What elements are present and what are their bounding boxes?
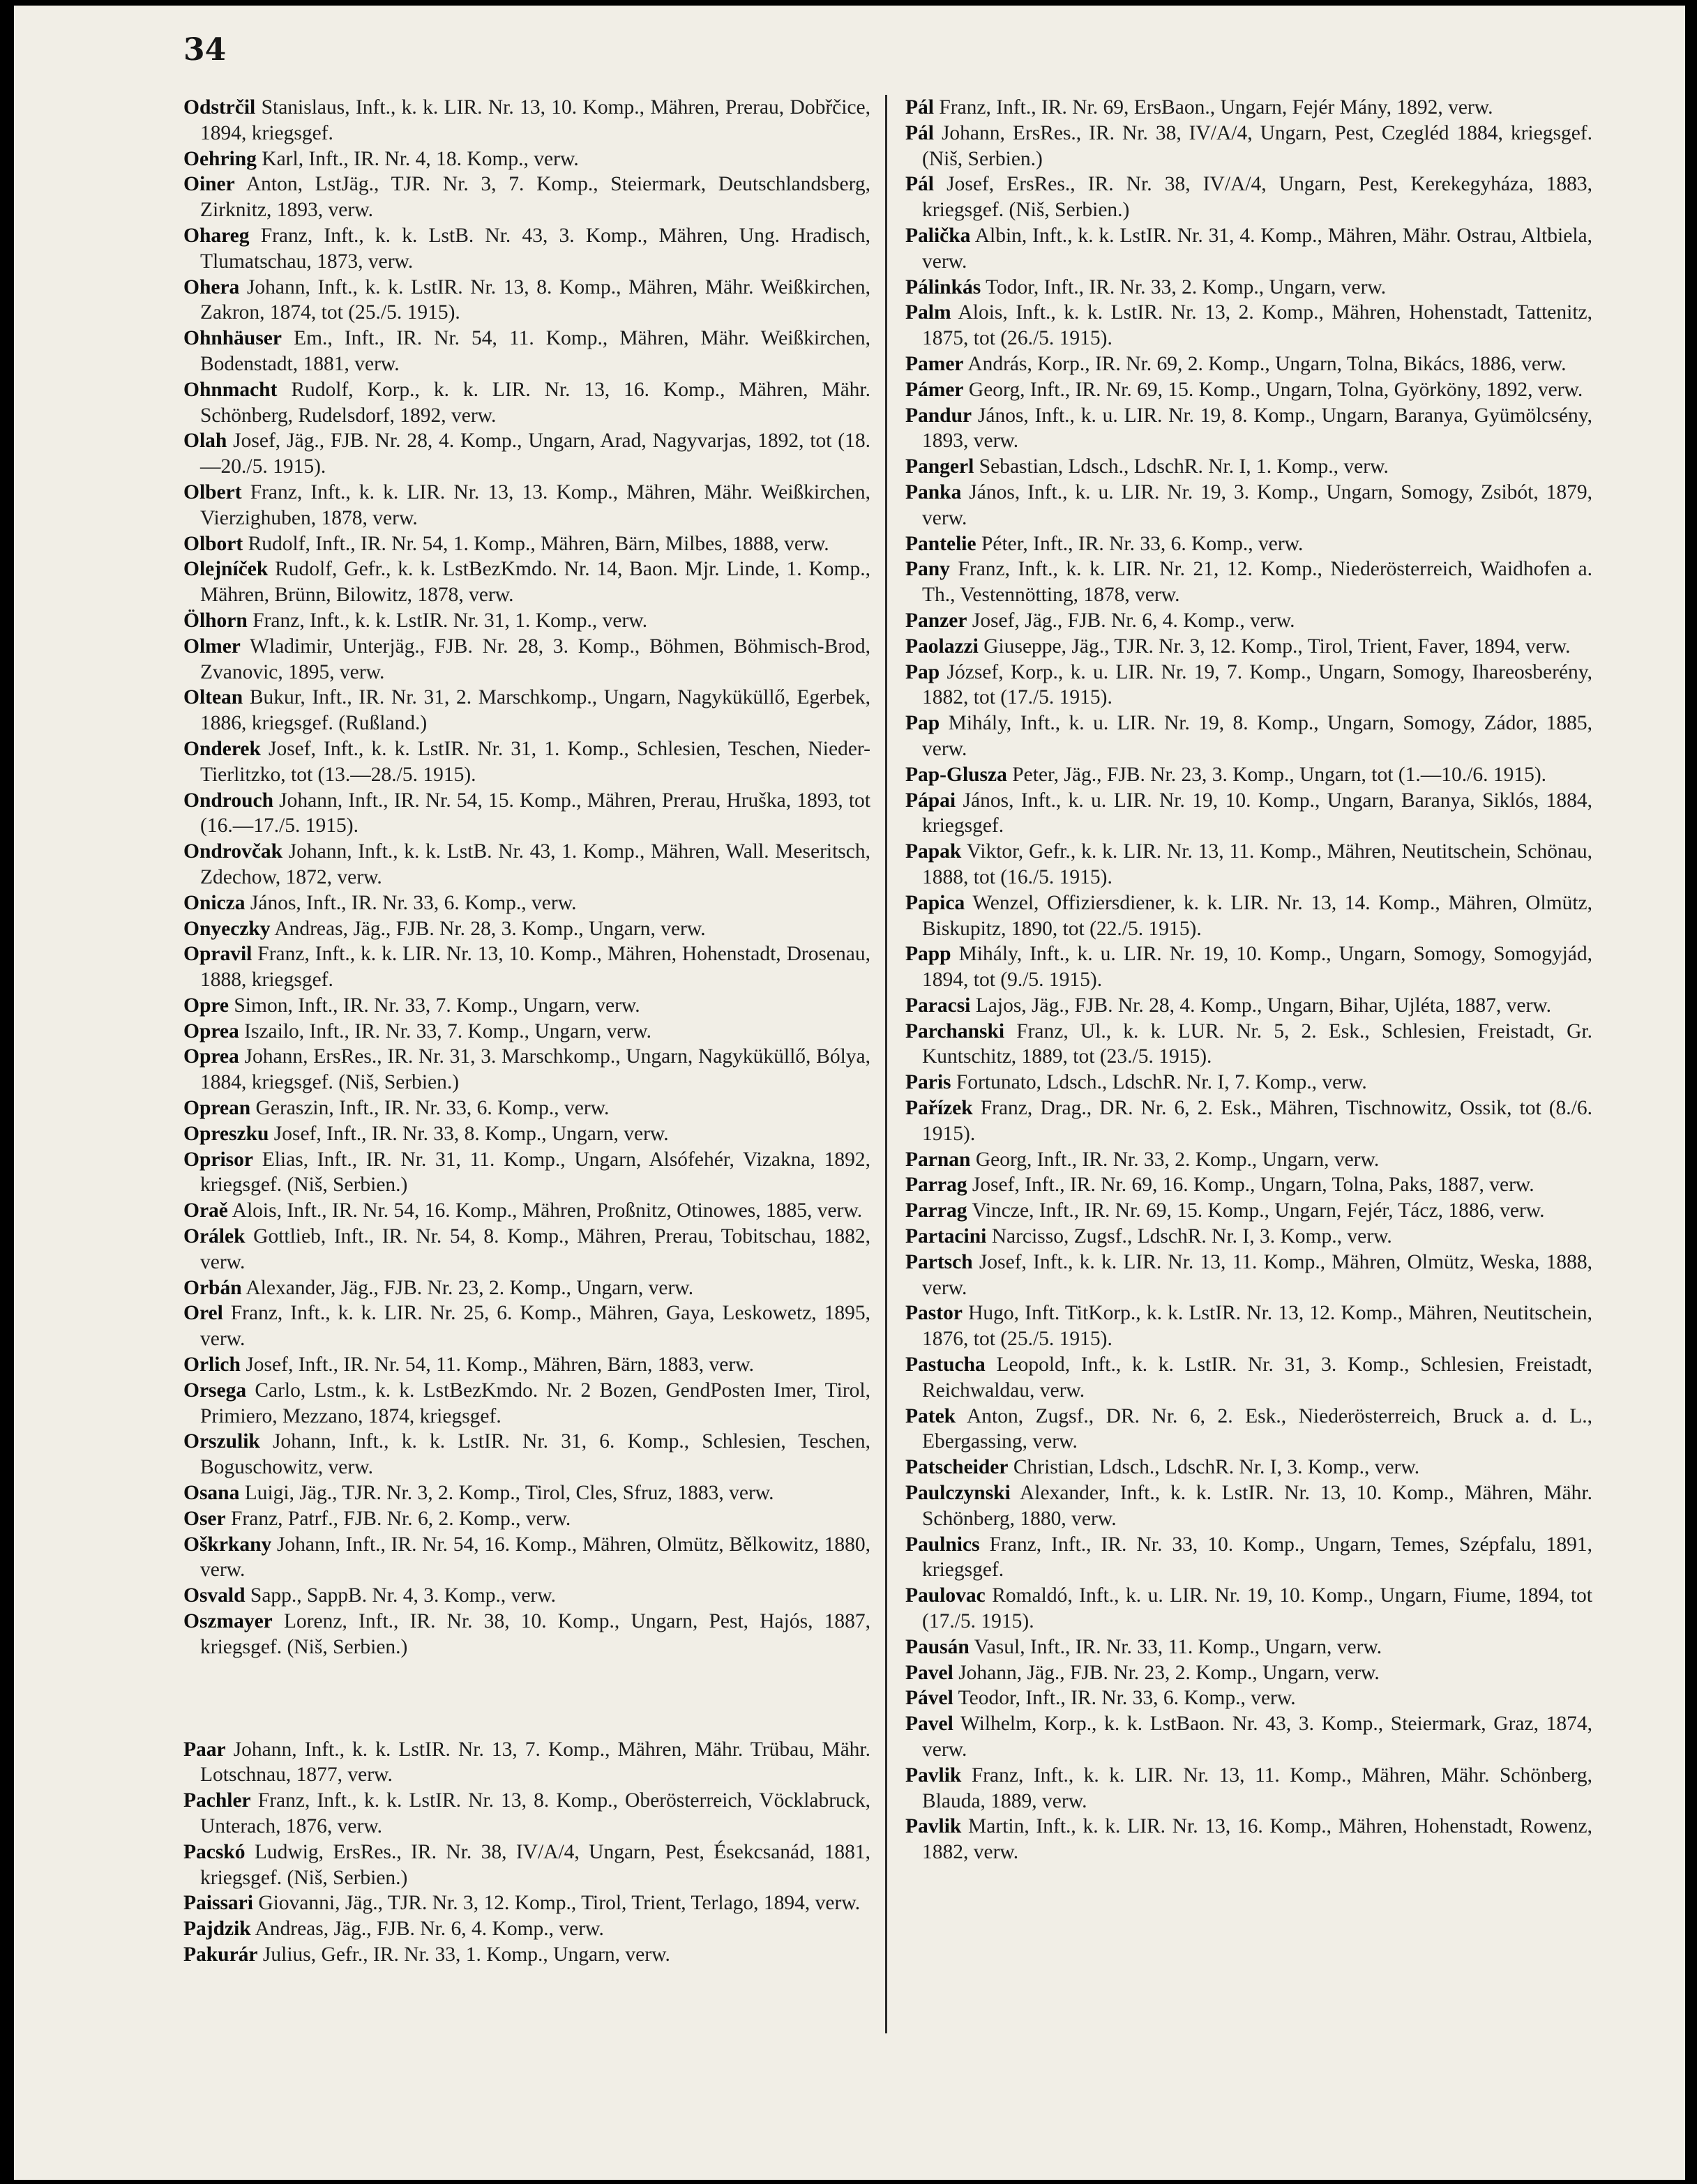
entry-surname: Panzer bbox=[905, 609, 967, 632]
list-item bbox=[905, 839, 1592, 890]
entry-details: Alexander, Jäg., FJB. Nr. 23, 2. Komp., Ungarn, verw. bbox=[246, 1276, 694, 1299]
entry-details: Franz, Inft., k. k. LIR. Nr. 13, 10. Komp., Mähren, Hohenstadt, Drosenau, 1888, kriegsgef. bbox=[200, 943, 870, 992]
list-item bbox=[183, 223, 870, 275]
entry-surname: Oser bbox=[183, 1507, 226, 1530]
entry-details: Josef, ErsRes., IR. Nr. 38, IV/A/4, Ungarn, Pest, Kerekegyháza, 1883, kriegsgef. (Niš, Serbien.) bbox=[922, 173, 1592, 222]
section-gap bbox=[183, 1660, 870, 1737]
list-item bbox=[183, 993, 870, 1019]
list-item bbox=[183, 1019, 870, 1045]
entry-surname: Ondrouch bbox=[183, 789, 273, 812]
list-item bbox=[905, 1198, 1592, 1224]
list-item bbox=[905, 1583, 1592, 1635]
entry-surname: Patek bbox=[905, 1404, 956, 1427]
entry-details: Bukur, Inft., IR. Nr. 31, 2. Marschkomp., Ungarn, Nagyküküllő, Egerbek, 1886, kriegsgef. (Rußland.) bbox=[200, 686, 870, 735]
list-item bbox=[905, 1480, 1592, 1532]
entry-details: Wilhelm, Korp., k. k. LstBaon. Nr. 43, 3. Komp., Steiermark, Graz, 1874, verw. bbox=[922, 1713, 1593, 1761]
list-item bbox=[183, 480, 870, 531]
entry-details: János, Inft., IR. Nr. 33, 6. Komp., verw. bbox=[250, 891, 577, 914]
entry-details: Franz, Inft., k. k. LIR. Nr. 13, 11. Komp., Mähren, Mähr. Schönberg, Blauda, 1889, verw. bbox=[922, 1764, 1593, 1812]
entry-details: Josef, Inft., k. k. LstIR. Nr. 31, 1. Komp., Schlesien, Teschen, Nieder-Tierlitzko, tot (13.—28./5. 1915). bbox=[200, 737, 870, 786]
entry-surname: Papak bbox=[905, 840, 962, 863]
entry-details: János, Inft., k. u. LIR. Nr. 19, 3. Komp., Ungarn, Somogy, Zsibót, 1879, verw. bbox=[922, 480, 1593, 529]
entry-details: Josef, Jäg., FJB. Nr. 28, 4. Komp., Ungarn, Arad, Nagyvarjas, 1892, tot (18.—20./5. 1915). bbox=[200, 430, 871, 478]
entry-details: Ludwig, ErsRes., IR. Nr. 38, IV/A/4, Ungarn, Pest, Ésekcsanád, 1881, kriegsgef. (Niš, Serbien.) bbox=[200, 1840, 871, 1889]
entry-surname: Paolazzi bbox=[905, 635, 979, 658]
entry-details: Lorenz, Inft., IR. Nr. 38, 10. Komp., Ungarn, Pest, Hajós, 1887, kriegsgef. (Niš, Serbien.) bbox=[200, 1610, 870, 1658]
list-item bbox=[183, 1224, 870, 1275]
entry-surname: Panka bbox=[905, 480, 962, 503]
list-item bbox=[183, 890, 870, 916]
entry-details: Anton, LstJäg., TJR. Nr. 3, 7. Komp., Steiermark, Deutschlandsberg, Zirknitz, 1893, verw. bbox=[200, 173, 870, 222]
entry-surname: Pálinkás bbox=[905, 275, 981, 298]
entry-details: Josef, Inft., k. k. LIR. Nr. 13, 11. Komp., Mähren, Olmütz, Weska, 1888, verw. bbox=[922, 1250, 1592, 1299]
list-item bbox=[183, 1916, 870, 1942]
entry-details: Luigi, Jäg., TJR. Nr. 3, 2. Komp., Tirol, Cles, Sfruz, 1883, verw. bbox=[244, 1482, 774, 1505]
entry-surname: Osana bbox=[183, 1482, 240, 1505]
entry-surname: Olmer bbox=[183, 635, 241, 658]
list-item bbox=[905, 1814, 1592, 1865]
entry-surname: Olah bbox=[183, 430, 227, 453]
list-item bbox=[905, 1352, 1592, 1404]
entry-details: Andreas, Jäg., FJB. Nr. 6, 4. Komp., verw. bbox=[255, 1918, 604, 1941]
entry-surname: Paulczynski bbox=[905, 1482, 1011, 1505]
entry-surname: Oprea bbox=[183, 1045, 239, 1068]
entry-surname: Ohnmacht bbox=[183, 378, 278, 401]
list-item bbox=[183, 634, 870, 685]
entry-details: Leopold, Inft., k. k. LstIR. Nr. 31, 3. Komp., Schlesien, Freistadt, Reichwaldau, verw. bbox=[922, 1353, 1592, 1402]
entry-details: Josef, Jäg., FJB. Nr. 6, 4. Komp., verw. bbox=[972, 609, 1295, 632]
entry-surname: Ohera bbox=[183, 275, 240, 298]
entry-details: Elias, Inft., IR. Nr. 31, 11. Komp., Ungarn, Alsófehér, Vizakna, 1892, kriegsgef. (Niš, Serbien.) bbox=[200, 1148, 871, 1197]
entry-surname: Pavlik bbox=[905, 1815, 962, 1838]
entry-details: András, Korp., IR. Nr. 69, 2. Komp., Ungarn, Tolna, Bikács, 1886, verw. bbox=[967, 352, 1567, 375]
list-item bbox=[905, 403, 1592, 455]
entry-details: Franz, Ul., k. k. LUR. Nr. 5, 2. Esk., Schlesien, Freistadt, Gr. Kuntschitz, 1889, tot (23./5. 1915). bbox=[922, 1019, 1592, 1068]
entry-surname: Palm bbox=[905, 301, 951, 324]
entry-surname: Oltean bbox=[183, 686, 243, 709]
entry-surname: Paulnics bbox=[905, 1533, 980, 1556]
list-item bbox=[905, 95, 1592, 121]
entry-surname: Pável bbox=[905, 1687, 953, 1710]
entry-details: Franz, Inft., IR. Nr. 69, ErsBaon., Ungarn, Fejér Mány, 1892, verw. bbox=[939, 96, 1493, 119]
entry-details: Franz, Inft., k. k. LstIR. Nr. 13, 8. Komp., Oberösterreich, Vöcklabruck, Unterach, 1876, verw. bbox=[200, 1789, 870, 1837]
entry-details: Johann, Inft., k. k. LstIR. Nr. 13, 8. Komp., Mähren, Mähr. Weißkirchen, Zakron, 1874, tot (25./5. 1915). bbox=[200, 275, 870, 324]
entry-details: Alois, Inft., k. k. LstIR. Nr. 13, 2. Komp., Mähren, Hohenstadt, Tattenitz, 1875, tot (26./5. 1915). bbox=[922, 301, 1592, 350]
entry-details: Johann, Inft., k. k. LstB. Nr. 43, 1. Komp., Mähren, Wall. Meseritsch, Zdechow, 1872, verw. bbox=[200, 840, 871, 888]
entry-surname: Oraě bbox=[183, 1199, 228, 1222]
entry-details: Johann, Jäg., FJB. Nr. 23, 2. Komp., Ungarn, verw. bbox=[958, 1661, 1380, 1684]
entry-surname: Pap bbox=[905, 712, 940, 735]
entry-details: Georg, Inft., IR. Nr. 33, 2. Komp., Ungarn, verw. bbox=[975, 1148, 1380, 1171]
entry-details: Geraszin, Inft., IR. Nr. 33, 6. Komp., verw. bbox=[255, 1097, 610, 1120]
entry-surname: Orlich bbox=[183, 1353, 241, 1377]
entry-details: Johann, Inft., IR. Nr. 54, 16. Komp., Mähren, Olmütz, Bělkowitz, 1880, verw. bbox=[200, 1533, 871, 1582]
list-item bbox=[183, 788, 870, 840]
list-item bbox=[183, 1198, 870, 1224]
entry-surname: Opreszku bbox=[183, 1122, 269, 1145]
entry-surname: Orsega bbox=[183, 1379, 247, 1402]
entry-details: Albin, Inft., k. k. LstIR. Nr. 31, 4. Komp., Mähren, Mähr. Ostrau, Altbiela, verw. bbox=[922, 224, 1592, 273]
list-item bbox=[905, 223, 1592, 275]
list-item bbox=[183, 531, 870, 557]
entry-surname: Orel bbox=[183, 1302, 223, 1325]
entry-details: Anton, Zugsf., DR. Nr. 6, 2. Esk., Niederösterreich, Bruck a. d. L., Ebergassing, verw. bbox=[922, 1404, 1592, 1453]
entry-details: Mihály, Inft., k. u. LIR. Nr. 19, 10. Komp., Ungarn, Somogy, Somogyjád, 1894, tot (9./5. 1915). bbox=[922, 943, 1593, 992]
entry-surname: Parrag bbox=[905, 1174, 967, 1197]
entry-surname: Oprean bbox=[183, 1097, 251, 1120]
column-divider bbox=[885, 95, 887, 2033]
entry-surname: Onyeczky bbox=[183, 917, 271, 940]
entry-details: Josef, Inft., IR. Nr. 33, 8. Komp., Ungarn, verw. bbox=[273, 1122, 669, 1145]
entry-details: Péter, Inft., IR. Nr. 33, 6. Komp., verw. bbox=[981, 532, 1304, 555]
entry-surname: Osvald bbox=[183, 1584, 246, 1607]
entry-surname: Partacini bbox=[905, 1225, 987, 1248]
list-item bbox=[905, 121, 1592, 172]
list-item bbox=[183, 1583, 870, 1609]
entry-surname: Oprisor bbox=[183, 1148, 253, 1171]
entry-surname: Paar bbox=[183, 1738, 226, 1761]
entry-details: János, Inft., k. u. LIR. Nr. 19, 8. Komp., Ungarn, Baranya, Gyümölcsény, 1893, verw. bbox=[922, 404, 1592, 453]
entry-details: Sebastian, Ldsch., LdschR. Nr. I, 1. Komp., verw. bbox=[979, 455, 1389, 478]
list-item bbox=[905, 711, 1592, 762]
entry-surname: Oprea bbox=[183, 1019, 239, 1042]
entry-surname: Orszulik bbox=[183, 1430, 260, 1453]
list-item bbox=[183, 1506, 870, 1532]
list-item bbox=[183, 95, 870, 146]
entry-details: Franz, Inft., k. k. LstB. Nr. 43, 3. Komp., Mähren, Ung. Hradisch, Tlumatschau, 1873, verw. bbox=[200, 224, 870, 273]
entry-surname: Onicza bbox=[183, 891, 246, 914]
entry-details: Christian, Ldsch., LdschR. Nr. I, 3. Komp., verw. bbox=[1013, 1456, 1420, 1479]
list-item bbox=[183, 377, 870, 429]
entry-surname: Pajdzik bbox=[183, 1918, 251, 1941]
entry-details: Franz, Inft., IR. Nr. 33, 10. Komp., Ungarn, Temes, Szépfalu, 1891, kriegsgef. bbox=[922, 1533, 1592, 1582]
list-item bbox=[183, 1609, 870, 1660]
list-item bbox=[905, 788, 1592, 840]
entry-details: Josef, Inft., IR. Nr. 54, 11. Komp., Mähren, Bärn, 1883, verw. bbox=[246, 1353, 754, 1377]
entry-details: Gottlieb, Inft., IR. Nr. 54, 8. Komp., Mähren, Prerau, Tobitschau, 1882, verw. bbox=[200, 1225, 871, 1273]
left-column bbox=[183, 95, 870, 1968]
entry-surname: Pařízek bbox=[905, 1097, 973, 1120]
page-number: 34 bbox=[183, 32, 227, 68]
entry-surname: Partsch bbox=[905, 1250, 973, 1273]
list-item bbox=[905, 480, 1592, 531]
entry-details: Andreas, Jäg., FJB. Nr. 28, 3. Komp., Ungarn, verw. bbox=[274, 917, 706, 940]
entry-details: Karl, Inft., IR. Nr. 4, 18. Komp., verw. bbox=[262, 147, 579, 170]
entry-surname: Palička bbox=[905, 224, 971, 247]
entry-details: Fortunato, Ldsch., LdschR. Nr. I, 7. Komp., verw. bbox=[956, 1071, 1367, 1094]
document-page bbox=[14, 6, 1685, 2180]
entry-surname: Orálek bbox=[183, 1225, 246, 1248]
entry-surname: Pámer bbox=[905, 378, 964, 401]
entry-details: Giovanni, Jäg., TJR. Nr. 3, 12. Komp., Tirol, Trient, Terlago, 1894, verw. bbox=[258, 1892, 861, 1915]
entry-surname: Parrag bbox=[905, 1199, 967, 1222]
list-item bbox=[183, 736, 870, 788]
entry-surname: Pavel bbox=[905, 1713, 953, 1736]
list-item bbox=[905, 172, 1592, 223]
list-item bbox=[183, 1378, 870, 1430]
list-item bbox=[183, 1121, 870, 1147]
entry-details: János, Inft., k. u. LIR. Nr. 19, 10. Komp., Ungarn, Baranya, Siklós, 1884, kriegsgef. bbox=[922, 789, 1593, 837]
entry-surname: Ohareg bbox=[183, 224, 250, 247]
entry-details: Johann, ErsRes., IR. Nr. 31, 3. Marschkomp., Ungarn, Nagyküküllő, Bólya, 1884, kriegsgef. (Niš, Serbien.) bbox=[200, 1045, 871, 1094]
list-item bbox=[905, 608, 1592, 634]
list-item bbox=[905, 1685, 1592, 1711]
entry-surname: Olejníček bbox=[183, 558, 269, 581]
list-item bbox=[905, 377, 1592, 403]
entry-surname: Ölhorn bbox=[183, 609, 248, 632]
entry-surname: Ohnhäuser bbox=[183, 327, 282, 350]
list-item bbox=[183, 916, 870, 942]
entry-details: Simon, Inft., IR. Nr. 33, 7. Komp., Ungarn, verw. bbox=[234, 994, 640, 1017]
entry-surname: Pap bbox=[905, 660, 940, 683]
list-item bbox=[183, 556, 870, 608]
entry-details: Franz, Inft., k. k. LIR. Nr. 13, 13. Komp., Mähren, Mähr. Weißkirchen, Vierzighuben, 1878, verw. bbox=[200, 480, 870, 529]
entry-surname: Pantelie bbox=[905, 532, 976, 555]
entry-details: Georg, Inft., IR. Nr. 69, 15. Komp., Ungarn, Tolna, Györköny, 1892, verw. bbox=[968, 378, 1583, 401]
entry-details: Wladimir, Unterjäg., FJB. Nr. 28, 3. Komp., Böhmen, Böhmisch-Brod, Zvanovic, 1895, verw. bbox=[200, 635, 870, 683]
entry-details: Rudolf, Korp., k. k. LIR. Nr. 13, 16. Komp., Mähren, Mähr. Schönberg, Rudelsdorf, 1892, verw. bbox=[200, 378, 871, 427]
list-item bbox=[183, 1044, 870, 1095]
entry-details: Johann, ErsRes., IR. Nr. 38, IV/A/4, Ungarn, Pest, Czegléd 1884, kriegsgef. (Niš, Serbien.) bbox=[922, 121, 1592, 170]
entry-details: Franz, Inft., k. k. LIR. Nr. 25, 6. Komp., Mähren, Gaya, Leskowetz, 1895, verw. bbox=[200, 1302, 871, 1351]
list-item bbox=[183, 1788, 870, 1840]
entry-details: Lajos, Jäg., FJB. Nr. 28, 4. Komp., Ungarn, Bihar, Ujléta, 1887, verw. bbox=[975, 994, 1552, 1017]
list-item bbox=[905, 1660, 1592, 1686]
entry-details: Sapp., SappB. Nr. 4, 3. Komp., verw. bbox=[250, 1584, 557, 1607]
list-item bbox=[905, 1147, 1592, 1173]
entry-surname: Pachler bbox=[183, 1789, 251, 1812]
entry-surname: Odstrčil bbox=[183, 96, 256, 119]
entry-details: Peter, Jäg., FJB. Nr. 23, 3. Komp., Ungarn, tot (1.—10./6. 1915). bbox=[1012, 763, 1547, 786]
entry-details: Romaldó, Inft., k. u. LIR. Nr. 19, 10. Komp., Ungarn, Fiume, 1894, tot (17./5. 1915). bbox=[922, 1584, 1593, 1633]
list-item bbox=[183, 275, 870, 326]
entry-details: Em., Inft., IR. Nr. 54, 11. Komp., Mähren, Mähr. Weißkirchen, Bodenstadt, 1881, verw. bbox=[200, 327, 870, 375]
list-item bbox=[905, 531, 1592, 557]
list-item bbox=[905, 275, 1592, 301]
entry-surname: Oškrkany bbox=[183, 1533, 272, 1556]
list-item bbox=[905, 1250, 1592, 1301]
right-column bbox=[905, 95, 1592, 1865]
list-item bbox=[905, 1711, 1592, 1763]
entry-details: Vasul, Inft., IR. Nr. 33, 11. Komp., Ungarn, verw. bbox=[974, 1635, 1382, 1658]
list-item bbox=[183, 1737, 870, 1789]
list-item bbox=[183, 172, 870, 223]
entry-surname: Pakurár bbox=[183, 1943, 258, 1966]
entry-details: Franz, Drag., DR. Nr. 6, 2. Esk., Mähren, Tischnowitz, Ossik, tot (8./6. 1915). bbox=[922, 1097, 1592, 1145]
entry-details: Vincze, Inft., IR. Nr. 69, 15. Komp., Ungarn, Fejér, Tácz, 1886, verw. bbox=[972, 1199, 1545, 1222]
entry-surname: Pál bbox=[905, 121, 934, 144]
list-item bbox=[905, 454, 1592, 480]
list-item bbox=[183, 1942, 870, 1968]
entry-surname: Pál bbox=[905, 96, 934, 119]
entry-surname: Oszmayer bbox=[183, 1610, 273, 1633]
entry-surname: Pamer bbox=[905, 352, 964, 375]
list-item bbox=[183, 1352, 870, 1378]
entry-details: Martin, Inft., k. k. LIR. Nr. 13, 16. Komp., Mähren, Hohenstadt, Rowenz, 1882, verw. bbox=[922, 1815, 1592, 1864]
entry-details: Johann, Inft., IR. Nr. 54, 15. Komp., Mähren, Prerau, Hruška, 1893, tot (16.—17./5. 1915). bbox=[200, 789, 871, 837]
entry-surname: Pap-Glusza bbox=[905, 763, 1007, 786]
entry-surname: Oiner bbox=[183, 173, 235, 196]
entry-surname: Paissari bbox=[183, 1892, 253, 1915]
list-item bbox=[905, 762, 1592, 788]
entry-surname: Olbort bbox=[183, 532, 243, 555]
entry-details: Iszailo, Inft., IR. Nr. 33, 7. Komp., Ungarn, verw. bbox=[244, 1019, 652, 1042]
entry-surname: Pangerl bbox=[905, 455, 974, 478]
entry-surname: Pausán bbox=[905, 1635, 970, 1658]
list-item bbox=[183, 146, 870, 172]
list-item bbox=[183, 1147, 870, 1199]
list-item bbox=[905, 1404, 1592, 1455]
entry-details: Todor, Inft., IR. Nr. 33, 2. Komp., Ungarn, verw. bbox=[986, 275, 1387, 298]
entry-surname: Orbán bbox=[183, 1276, 242, 1299]
entry-details: Giuseppe, Jäg., TJR. Nr. 3, 12. Komp., Tirol, Trient, Faver, 1894, verw. bbox=[983, 635, 1571, 658]
entry-surname: Papica bbox=[905, 891, 965, 914]
entry-details: Hugo, Inft. TitKorp., k. k. LstIR. Nr. 13, 12. Komp., Mähren, Neutitschein, 1876, tot (25./5. 1915). bbox=[922, 1302, 1592, 1351]
list-item bbox=[183, 1095, 870, 1121]
list-item bbox=[905, 351, 1592, 377]
entry-details: Franz, Patrf., FJB. Nr. 6, 2. Komp., verw. bbox=[231, 1507, 571, 1530]
entry-surname: Pastor bbox=[905, 1302, 963, 1325]
entry-surname: Opre bbox=[183, 994, 229, 1017]
list-item bbox=[183, 839, 870, 890]
list-item bbox=[905, 890, 1592, 942]
entry-details: Rudolf, Inft., IR. Nr. 54, 1. Komp., Mähren, Bärn, Milbes, 1888, verw. bbox=[248, 532, 829, 555]
entry-surname: Paracsi bbox=[905, 994, 971, 1017]
entry-details: Franz, Inft., k. k. LstIR. Nr. 31, 1. Komp., verw. bbox=[252, 609, 648, 632]
list-item bbox=[183, 1300, 870, 1352]
list-item bbox=[183, 1275, 870, 1301]
list-item bbox=[905, 1095, 1592, 1147]
entry-details: Rudolf, Gefr., k. k. LstBezKmdo. Nr. 14, Baon. Mjr. Linde, 1. Komp., Mähren, Brünn, Bilowitz, 1878, verw. bbox=[200, 558, 871, 607]
entry-surname: Pál bbox=[905, 173, 934, 196]
list-item bbox=[183, 608, 870, 634]
list-item bbox=[905, 941, 1592, 993]
list-item bbox=[905, 1172, 1592, 1198]
entry-surname: Opravil bbox=[183, 943, 252, 966]
entry-surname: Pandur bbox=[905, 404, 972, 427]
list-item bbox=[905, 300, 1592, 351]
entry-surname: Pany bbox=[905, 558, 950, 581]
list-item bbox=[905, 660, 1592, 711]
list-item bbox=[183, 428, 870, 480]
list-item bbox=[905, 1532, 1592, 1584]
list-item bbox=[905, 1763, 1592, 1814]
entry-details: Josef, Inft., IR. Nr. 69, 16. Komp., Ungarn, Tolna, Paks, 1887, verw. bbox=[972, 1174, 1534, 1197]
entry-surname: Patscheider bbox=[905, 1456, 1009, 1479]
list-item bbox=[183, 1532, 870, 1584]
list-item bbox=[183, 941, 870, 993]
list-item bbox=[905, 1070, 1592, 1095]
list-item bbox=[905, 556, 1592, 608]
entry-details: József, Korp., k. u. LIR. Nr. 19, 7. Komp., Ungarn, Somogy, Ihareosberény, 1882, tot (17./5. 1915). bbox=[922, 660, 1593, 709]
list-item bbox=[905, 1635, 1592, 1660]
list-item bbox=[183, 326, 870, 377]
entry-details: Franz, Inft., k. k. LIR. Nr. 21, 12. Komp., Niederösterreich, Waidhofen a. Th., Vestennötting, 1878, verw. bbox=[922, 558, 1592, 607]
list-item bbox=[905, 1455, 1592, 1480]
list-item bbox=[183, 1890, 870, 1916]
entry-details: Alexander, Inft., k. k. LstIR. Nr. 13, 10. Komp., Mähren, Mähr. Schönberg, 1880, verw. bbox=[922, 1482, 1592, 1530]
entry-surname: Parnan bbox=[905, 1148, 971, 1171]
entry-surname: Papp bbox=[905, 943, 951, 966]
entry-surname: Paulovac bbox=[905, 1584, 986, 1607]
entry-surname: Paris bbox=[905, 1071, 951, 1094]
list-item bbox=[905, 1019, 1592, 1070]
list-item bbox=[183, 685, 870, 736]
entry-details: Mihály, Inft., k. u. LIR. Nr. 19, 8. Komp., Ungarn, Somogy, Zádor, 1885, verw. bbox=[922, 712, 1593, 760]
entry-surname: Pacskó bbox=[183, 1840, 246, 1863]
entry-details: Julius, Gefr., IR. Nr. 33, 1. Komp., Ungarn, verw. bbox=[262, 1943, 670, 1966]
entry-surname: Onderek bbox=[183, 737, 261, 760]
entry-surname: Oehring bbox=[183, 147, 257, 170]
list-item bbox=[183, 1480, 870, 1506]
entry-details: Johann, Inft., k. k. LstIR. Nr. 31, 6. Komp., Schlesien, Teschen, Boguschowitz, verw. bbox=[200, 1430, 870, 1479]
list-item bbox=[905, 634, 1592, 660]
entry-surname: Pastucha bbox=[905, 1353, 986, 1377]
entry-surname: Pavlik bbox=[905, 1764, 962, 1787]
list-item bbox=[905, 993, 1592, 1019]
list-item bbox=[183, 1429, 870, 1480]
list-item bbox=[183, 1840, 870, 1891]
entry-details: Johann, Inft., k. k. LstIR. Nr. 13, 7. Komp., Mähren, Mähr. Trübau, Mähr. Lotschnau, 1877, verw. bbox=[200, 1738, 871, 1787]
entry-details: Wenzel, Offiziersdiener, k. k. LIR. Nr. 13, 14. Komp., Mähren, Olmütz, Biskupitz, 1890, tot (22./5. 1915). bbox=[922, 891, 1593, 940]
entry-surname: Ondrovčak bbox=[183, 840, 283, 863]
entry-details: Alois, Inft., IR. Nr. 54, 16. Komp., Mähren, Proßnitz, Otinowes, 1885, verw. bbox=[232, 1199, 863, 1222]
entry-surname: Parchanski bbox=[905, 1019, 1005, 1042]
entry-details: Teodor, Inft., IR. Nr. 33, 6. Komp., verw. bbox=[958, 1687, 1296, 1710]
entry-surname: Olbert bbox=[183, 480, 242, 503]
entry-details: Viktor, Gefr., k. k. LIR. Nr. 13, 11. Komp., Mähren, Neutitschein, Schönau, 1888, tot (16./5. 1915). bbox=[922, 840, 1593, 888]
entry-surname: Pápai bbox=[905, 789, 956, 812]
list-item bbox=[905, 1300, 1592, 1352]
entry-surname: Pavel bbox=[905, 1661, 953, 1684]
entry-details: Carlo, Lstm., k. k. LstBezKmdo. Nr. 2 Bozen, GendPosten Imer, Tirol, Primiero, Mezzano, 1874, kriegsgef. bbox=[200, 1379, 870, 1427]
entry-details: Stanislaus, Inft., k. k. LIR. Nr. 13, 10. Komp., Mähren, Prerau, Dobřčice, 1894, kriegsgef. bbox=[200, 96, 871, 144]
entry-details: Narcisso, Zugsf., LdschR. Nr. I, 3. Komp., verw. bbox=[991, 1225, 1392, 1248]
list-item bbox=[905, 1224, 1592, 1250]
